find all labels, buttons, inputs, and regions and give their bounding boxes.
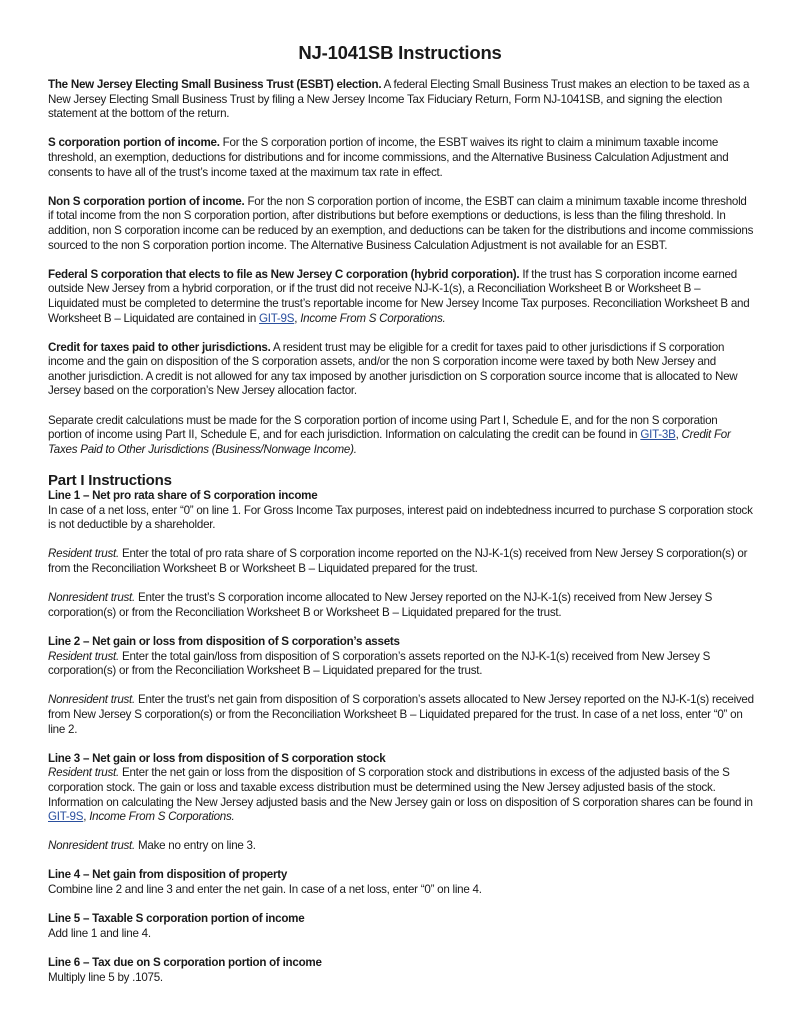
paragraph-text: For the S corporation portion of income, the ESBT waives its right to claim a minimum taxable income threshold, an exemption, deductions for distributions and for income commissions, and the Alternative Business Calculation Adjustment and consents to have all of the trust’s income taxed at the maximum tax rate in effect. [48,136,729,179]
italic-text: Resident trust. [48,649,119,663]
italic-text: Income From S Corporations. [89,810,235,824]
paragraph [48,693,754,737]
paragraph-lead: S corporation portion of income. [48,136,220,150]
paragraph-text: For the non S corporation portion of income, the ESBT can claim a minimum taxable income threshold if total income from the non S corporation portion, after distributions but before exemptions or deductions, is less than the filing threshold. In addition, non S corporation income can be reduced by an exemption, and deductions can be taken for the distributions and income commissions sourced to the non S corporation portion income. The Alternative Business Calculation Adjustment is not available for an ESBT. [48,194,754,252]
paragraph-lead: Credit for taxes paid to other jurisdictions. [48,340,271,354]
page-title: NJ-1041SB Instructions [298,42,502,63]
paragraph-lead: Federal S corporation that elects to file as New Jersey C corporation (hybrid corporation). [48,267,520,281]
paragraph [48,268,754,326]
paragraph-lead: Non S corporation portion of income. [48,194,245,208]
paragraph-text: , [294,311,301,325]
italic-text: Nonresident trust. [48,693,136,707]
paragraph [48,136,754,180]
paragraph-text: Make no entry on line 3. [135,839,256,853]
part1-heading: Part I Instructions [48,472,172,490]
paragraph [48,547,754,576]
paragraph-text: If the trust has S corporation income earned outside New Jersey from a hybrid corporation, or if the trust did not receive NJ-K-1(s), a Reconciliation Worksheet B or Worksheet B – Liquidated must be completed to determine the trust’s reportable income for New Jersey Income Tax purposes. Reconciliation Worksheet B and Worksheet B – Liquidated are contained in [48,267,750,325]
paragraph-text: , [83,810,90,824]
link-git-9s[interactable]: GIT-9S [48,810,84,824]
paragraph-text: , [675,428,682,442]
link-git-3b[interactable]: GIT-3B [640,428,676,442]
intro-section [48,78,752,457]
paragraph [48,414,754,458]
paragraph-text: Enter the total gain/loss from disposition of S corporation’s assets reported on the NJ-K-1(s) received from New Jersey S corporation(s) or from the Reconciliation Worksheet B – Liquidated prepared for the trust. [48,649,711,678]
line-heading: Line 6 – Tax due on S corporation portion of income [48,956,322,970]
paragraph-text: Add line 1 and line 4. [48,926,151,940]
paragraph-text: A resident trust may be eligible for a credit for taxes paid to other jurisdictions if S corporation income and the gain on disposition of the S corporation assets, and/or the non S corporation income were taxed by both New Jersey and another jurisdiction. A credit is not allowed for any tax imposed by another jurisdiction on S corporation source income that is allocated to New Jersey based on the corporation’s New Jersey allocation factor. [48,340,738,398]
italic-text: Nonresident trust. [48,839,136,853]
part1-section [48,489,752,985]
italic-text: Income From S Corporations. [300,311,446,325]
paragraph [48,195,754,253]
paragraph [48,883,754,898]
paragraph-text: Enter the trust’s net gain from disposition of S corporation’s assets allocated to New Jersey reported on the NJ-K-1(s) received from New Jersey S corporation(s) or from the Reconciliation Worksheet B – Liquidated prepared for the trust. In case of a net loss, enter “0” on line 2. [48,693,754,736]
paragraph-text: A federal Electing Small Business Trust makes an election to be taxed as a New Jersey Electing Small Business Trust by filing a New Jersey Income Tax Fiduciary Return, Form NJ-1041SB, and signing the election statement at the bottom of the return. [48,78,750,121]
line-heading: Line 4 – Net gain from disposition of property [48,868,288,882]
paragraph [48,341,754,399]
paragraph [48,78,754,122]
italic-text: Resident trust. [48,766,119,780]
line-heading: Line 1 – Net pro rata share of S corporation income [48,489,318,503]
paragraph-text: Enter the trust’s S corporation income allocated to New Jersey reported on the NJ-K-1(s) received from New Jersey S corporation(s) or from the Reconciliation Worksheet B or Worksheet B – Liquidated prepared for the trust. [48,591,713,619]
line-heading: Line 2 – Net gain or loss from disposition of S corporation’s assets [48,634,400,648]
paragraph [48,839,754,854]
paragraph [48,650,754,679]
paragraph [48,971,754,986]
paragraph [48,504,754,533]
paragraph [48,927,754,942]
link-git-9s[interactable]: GIT-9S [259,311,295,325]
paragraph [48,591,754,620]
paragraph-text: Enter the total of pro rata share of S corporation income reported on the NJ-K-1(s) received from New Jersey S corporation(s) or from the Reconciliation Worksheet B or Worksheet B – Liquidated prepared for the trust. [48,547,748,575]
paragraph-text: Multiply line 5 by .1075. [48,970,163,984]
paragraph-lead: The New Jersey Electing Small Business Trust (ESBT) election. [48,78,382,91]
paragraph-text: Enter the net gain or loss from the disposition of S corporation stock and distributions in excess of the adjusted basis of the S corporation stock. The gain or loss and taxable excess distribution must be determined using the New Jersey adjusted basis of the stock. Information on calculating the New Jersey adjusted basis and the New Jersey gain or loss on disposition of S corporation shares can be found in [48,766,753,809]
line-heading: Line 5 – Taxable S corporation portion of income [48,912,305,926]
paragraph-text: In case of a net loss, enter “0” on line 1. For Gross Income Tax purposes, interest paid on indebtedness incurred to purchase S corporation stock is not deductible by a shareholder. [48,503,753,532]
line-heading: Line 3 – Net gain or loss from disposition of S corporation stock [48,751,386,765]
italic-text: Nonresident trust. [48,591,136,605]
paragraph [48,766,754,824]
paragraph-text: Separate credit calculations must be made for the S corporation portion of income using Part I, Schedule E, and for the non S corporation portion of income using Part II, Schedule E, and for each jurisdiction. Information on calculating the credit can be found in [48,413,718,442]
italic-text: Credit For Taxes Paid to Other Jurisdictions (Business/Nonwage Income). [48,428,731,456]
italic-text: Resident trust. [48,547,119,561]
paragraph-text: Combine line 2 and line 3 and enter the net gain. In case of a net loss, enter “0” on line 4. [48,883,482,897]
